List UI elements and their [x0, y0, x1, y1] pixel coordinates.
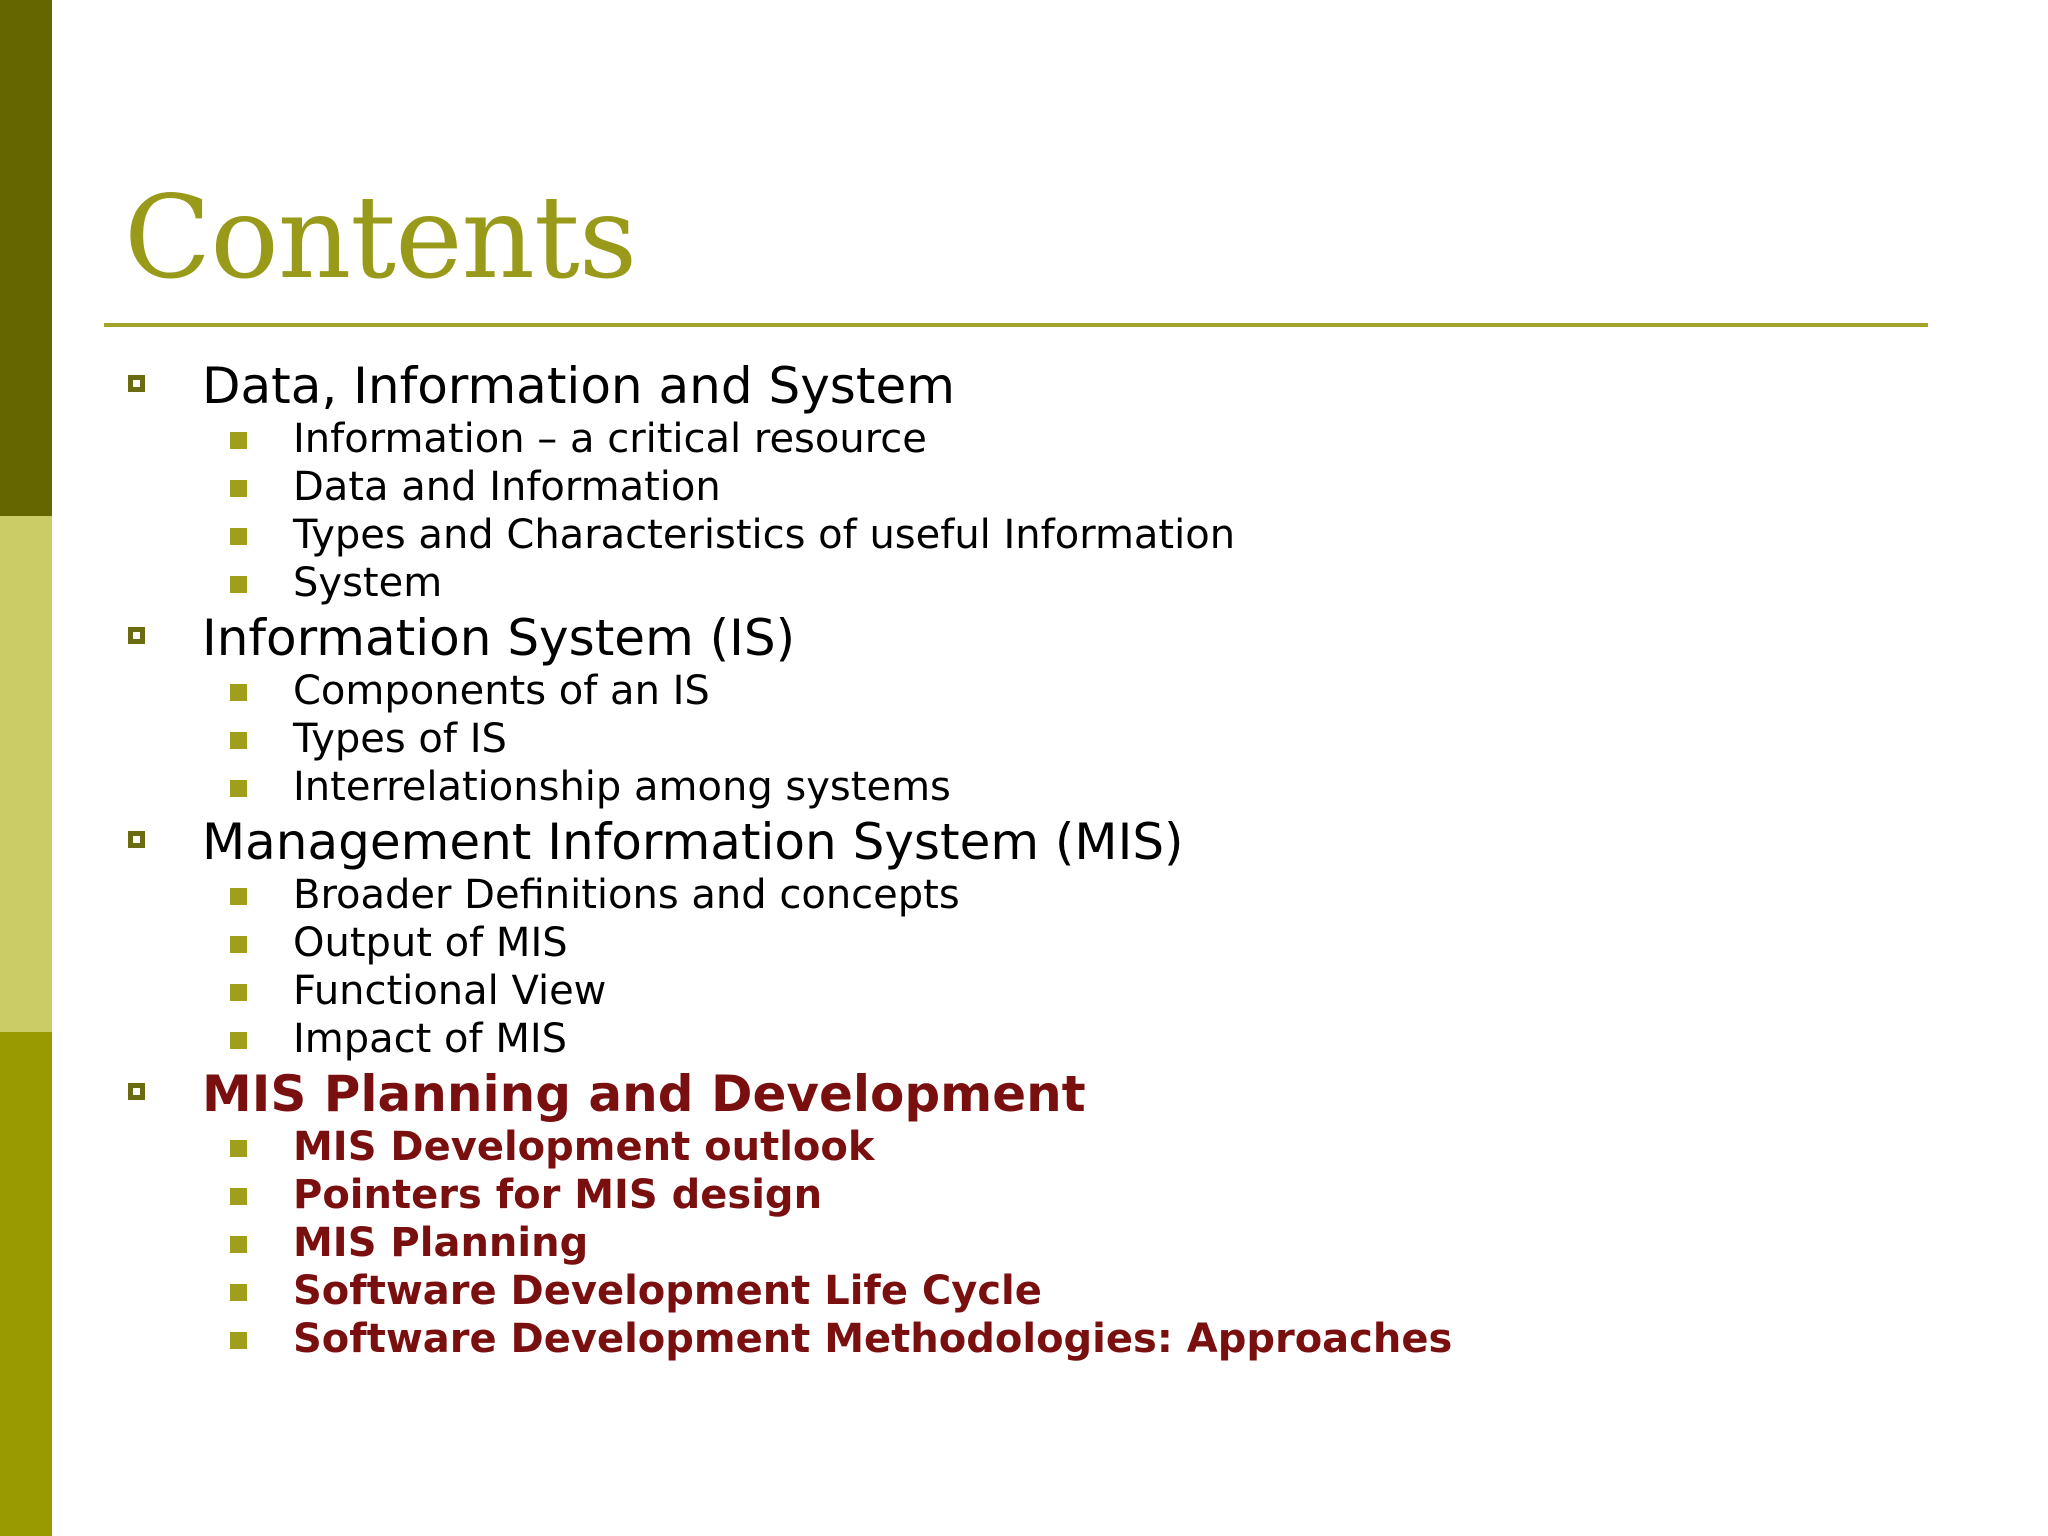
section-heading-text: MIS Planning and Development [202, 1065, 1086, 1123]
section-subitem-text: Impact of MIS [293, 1016, 568, 1062]
filled-square-bullet-icon [230, 780, 247, 797]
hollow-square-bullet-icon [128, 375, 145, 392]
section-subitem [0, 1267, 2048, 1315]
section-subitem [0, 1015, 2048, 1063]
section-subitem [0, 667, 2048, 715]
section-subitem-text: Information – a critical resource [293, 416, 927, 462]
section-heading [0, 609, 2048, 667]
section-subitem-text: Components of an IS [293, 668, 710, 714]
section-subitem [0, 763, 2048, 811]
section-subitem [0, 511, 2048, 559]
section-subitem-text: Functional View [293, 968, 607, 1014]
filled-square-bullet-icon [230, 1284, 247, 1301]
filled-square-bullet-icon [230, 480, 247, 497]
section-subitem [0, 415, 2048, 463]
section-subitem-text: Pointers for MIS design [293, 1172, 823, 1218]
section-heading-text: Information System (IS) [202, 609, 796, 667]
filled-square-bullet-icon [230, 528, 247, 545]
hollow-square-bullet-icon [128, 1083, 145, 1100]
hollow-square-bullet-icon [128, 627, 145, 644]
section-heading-text: Data, Information and System [202, 357, 955, 415]
section-subitem-text: Types and Characteristics of useful Information [293, 512, 1236, 558]
filled-square-bullet-icon [230, 684, 247, 701]
section-heading [0, 357, 2048, 415]
slide-title: Contents [124, 171, 637, 304]
section-subitem-text: Broader Definitions and concepts [293, 872, 960, 918]
section-subitem-text: Interrelationship among systems [293, 764, 951, 810]
section-heading [0, 1065, 2048, 1123]
section-subitem [0, 463, 2048, 511]
section-subitem-text: Output of MIS [293, 920, 568, 966]
filled-square-bullet-icon [230, 1332, 247, 1349]
section-subitem [0, 1219, 2048, 1267]
filled-square-bullet-icon [230, 888, 247, 905]
section-subitem-text: MIS Development outlook [293, 1124, 875, 1170]
section-subitem [0, 559, 2048, 607]
section-heading-text: Management Information System (MIS) [202, 813, 1184, 871]
contents-list [0, 357, 2048, 1363]
hollow-square-bullet-icon [128, 831, 145, 848]
section-heading [0, 813, 2048, 871]
section-subitem [0, 919, 2048, 967]
section-subitem [0, 1171, 2048, 1219]
filled-square-bullet-icon [230, 984, 247, 1001]
section-subitem-text: System [293, 560, 443, 606]
section-subitem [0, 871, 2048, 919]
section-subitem-text: Data and Information [293, 464, 721, 510]
filled-square-bullet-icon [230, 1188, 247, 1205]
section-subitem [0, 1123, 2048, 1171]
section-subitem-text: Software Development Life Cycle [293, 1268, 1042, 1314]
filled-square-bullet-icon [230, 1140, 247, 1157]
section-subitem-text: Types of IS [293, 716, 507, 762]
filled-square-bullet-icon [230, 1236, 247, 1253]
section-subitem [0, 1315, 2048, 1363]
section-subitem-text: MIS Planning [293, 1220, 589, 1266]
filled-square-bullet-icon [230, 1032, 247, 1049]
filled-square-bullet-icon [230, 936, 247, 953]
filled-square-bullet-icon [230, 576, 247, 593]
section-subitem [0, 715, 2048, 763]
title-underline [104, 323, 1928, 327]
filled-square-bullet-icon [230, 732, 247, 749]
section-subitem-text: Software Development Methodologies: Approaches [293, 1316, 1453, 1362]
section-subitem [0, 967, 2048, 1015]
filled-square-bullet-icon [230, 432, 247, 449]
